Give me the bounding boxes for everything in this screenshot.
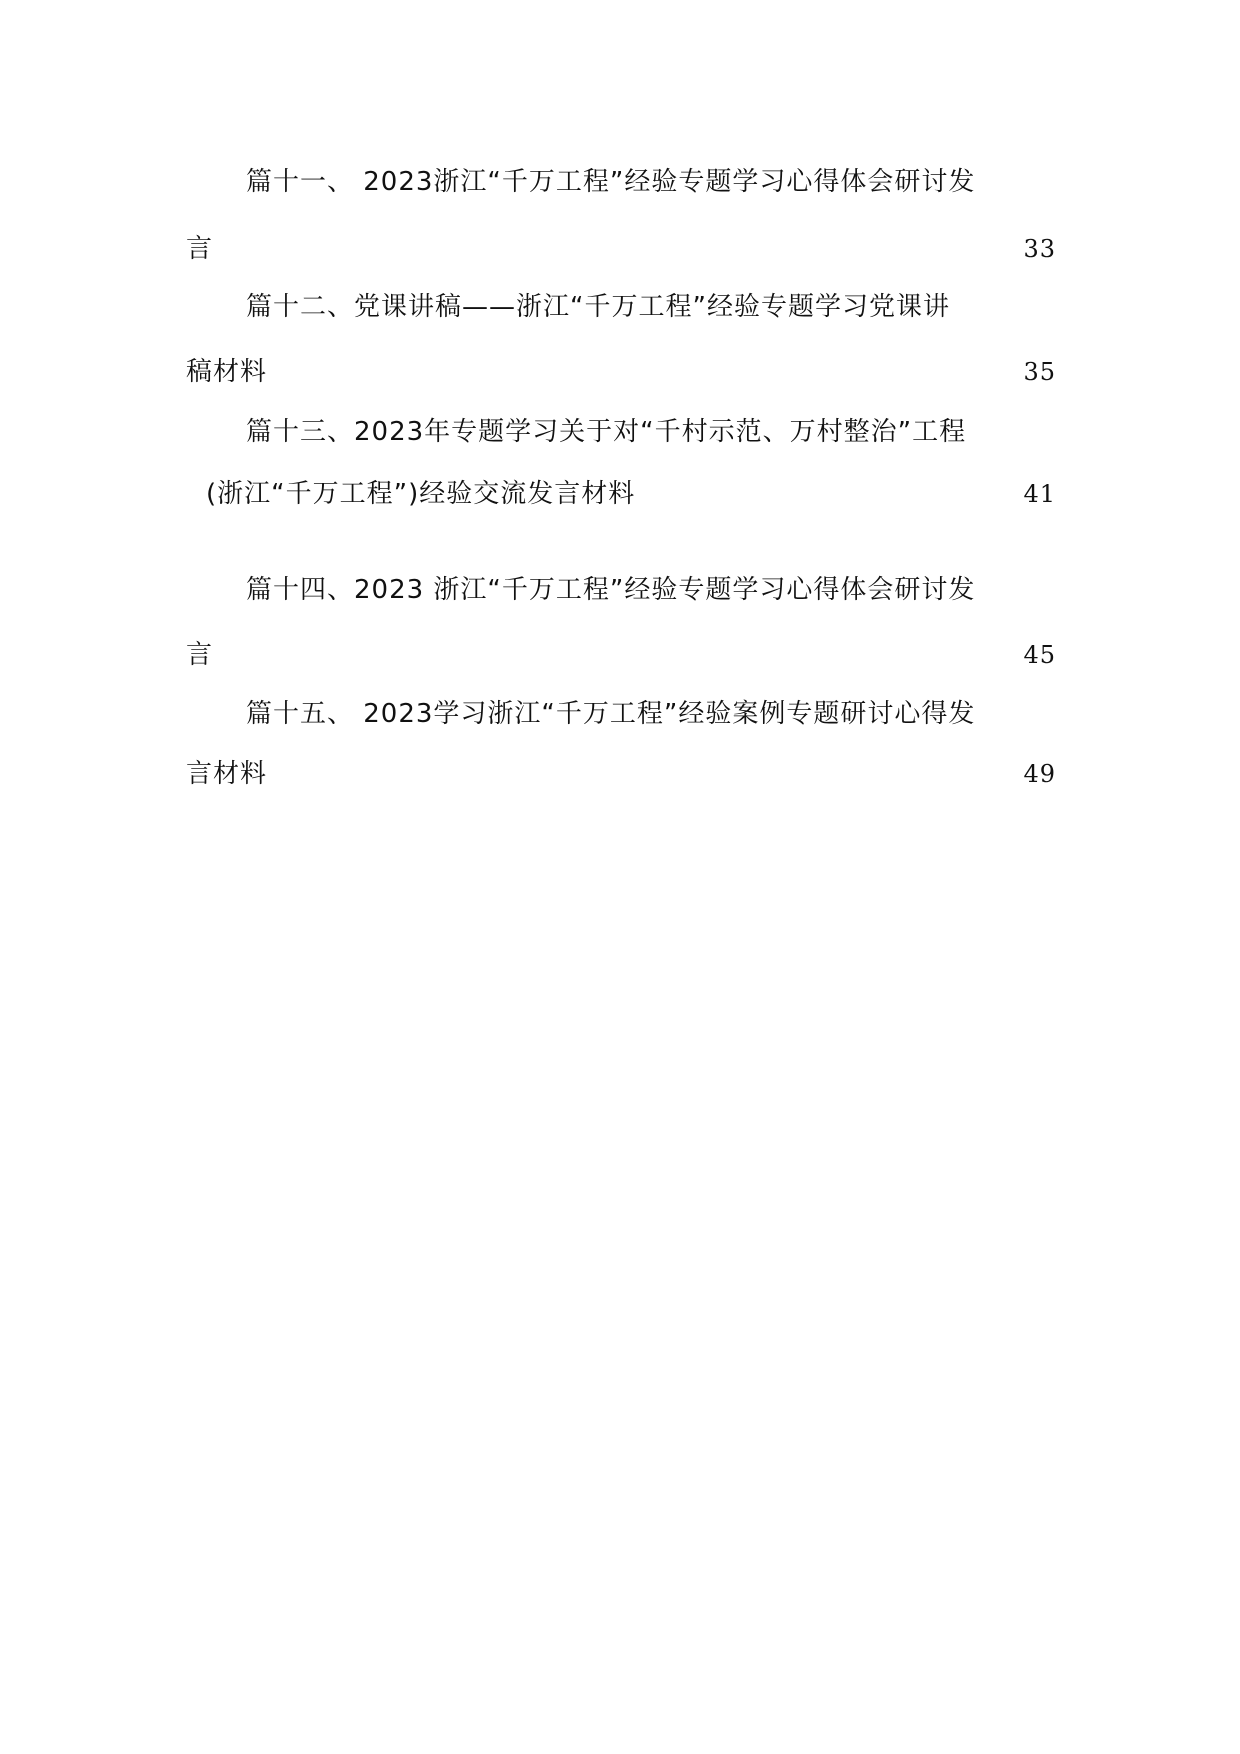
dot-leader [639, 477, 1019, 511]
toc-entry-15-page: 49 [1023, 760, 1056, 788]
dot-leader [217, 638, 1019, 672]
dot-leader [271, 355, 1019, 389]
toc-entry-11-page: 33 [1023, 235, 1056, 263]
toc-entry-12-title-end: 稿材料 [186, 357, 268, 387]
toc-entry-12-title: 篇十二、党课讲稿——浙江“千万工程”经验专题学习党课讲 [246, 292, 950, 322]
toc-entry-12-page: 35 [1023, 358, 1056, 386]
dot-leader [271, 757, 1019, 791]
toc-entry-15-title-end: 言材料 [186, 759, 268, 789]
toc-entry-15-title: 篇十五、 2023学习浙江“千万工程”经验案例专题研讨心得发 [246, 699, 976, 729]
toc-entry-13-title-end: (浙江“千万工程”)经验交流发言材料 [206, 479, 636, 509]
toc-entry-11-title: 篇十一、 2023浙江“千万工程”经验专题学习心得体会研讨发 [246, 167, 976, 197]
toc-entry-14-page: 45 [1023, 641, 1056, 669]
toc-entry-11-continuation[interactable] [186, 232, 1056, 266]
toc-entry-15-continuation[interactable] [186, 757, 1056, 791]
toc-entry-14-title: 篇十四、2023 浙江“千万工程”经验专题学习心得体会研讨发 [246, 575, 976, 605]
toc-entry-14-title-end: 言 [186, 640, 214, 670]
toc-entry-13-continuation[interactable] [206, 477, 1056, 511]
toc-entry-12-continuation[interactable] [186, 355, 1056, 389]
toc-entry-11-title-end: 言 [186, 234, 214, 264]
toc-entry-13-page: 41 [1023, 480, 1056, 508]
dot-leader [217, 232, 1019, 266]
toc-entry-13-title: 篇十三、2023年专题学习关于对“千村示范、万村整治”工程 [246, 417, 967, 447]
toc-entry-14-continuation[interactable] [186, 638, 1056, 672]
